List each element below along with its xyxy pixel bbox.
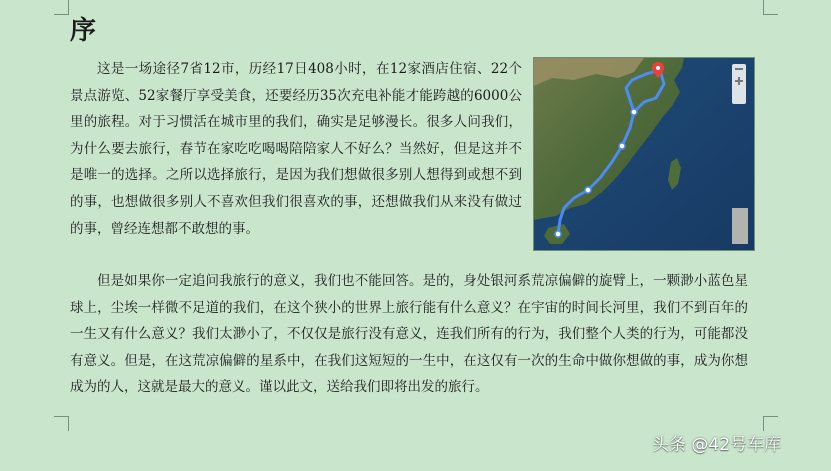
source-watermark: 头条 @42号车库: [652, 435, 782, 455]
page-corner-mark: [763, 0, 778, 15]
paragraph-2: 但是如果你一定追问我旅行的意义，我们也不能回答。是的，身处银河系荒凉偏僻的旋臂上，一颗渺小蓝色星球上，尘埃一样微不足道的我们，在这个狭小的世界上旅行能有什么意义？在宇宙的时间长河里，我们不到百年的一生又有什么意义？我们太渺小了，不仅仅是旅行没有意义，连我们所有的行为，我们整个人类的行为，可能都没有意义。但是，在这荒凉偏僻的星系中，在我们这短短的一生中，在这仅有一次的生命中做你想做的事，成为你想成为的人，这就是最大的意义。谨以此文，送给我们即将出发的旅行。: [70, 273, 748, 396]
page-corner-mark: [54, 416, 69, 431]
page-corner-mark: [763, 416, 778, 431]
paragraph-1: 这是一场途径7省12市，历经17日408小时，在12家酒店住宿、22个景点游览、52家餐厅享受美食，还要经历35次充电补能才能跨越的6000公里的旅程。对于习惯活在城市里的我们，确实是足够漫长。很多人问我们，为什么要去旅行，春节在家吃吃喝喝陪陪家人不好么？当然好，但是这并不是唯一的选择。之所以选择旅行，是因为我们想做很多别人想得到或想不到的事，也想做很多别人不喜欢但我们很喜欢的事，还想做我们从来没有做过的事，曾经连想都不敢想的事。: [70, 61, 522, 237]
document-title: 序: [70, 16, 97, 46]
route-map-image: [533, 57, 755, 251]
page-corner-mark: [54, 0, 69, 15]
satellite-map-graphic: [534, 58, 754, 250]
